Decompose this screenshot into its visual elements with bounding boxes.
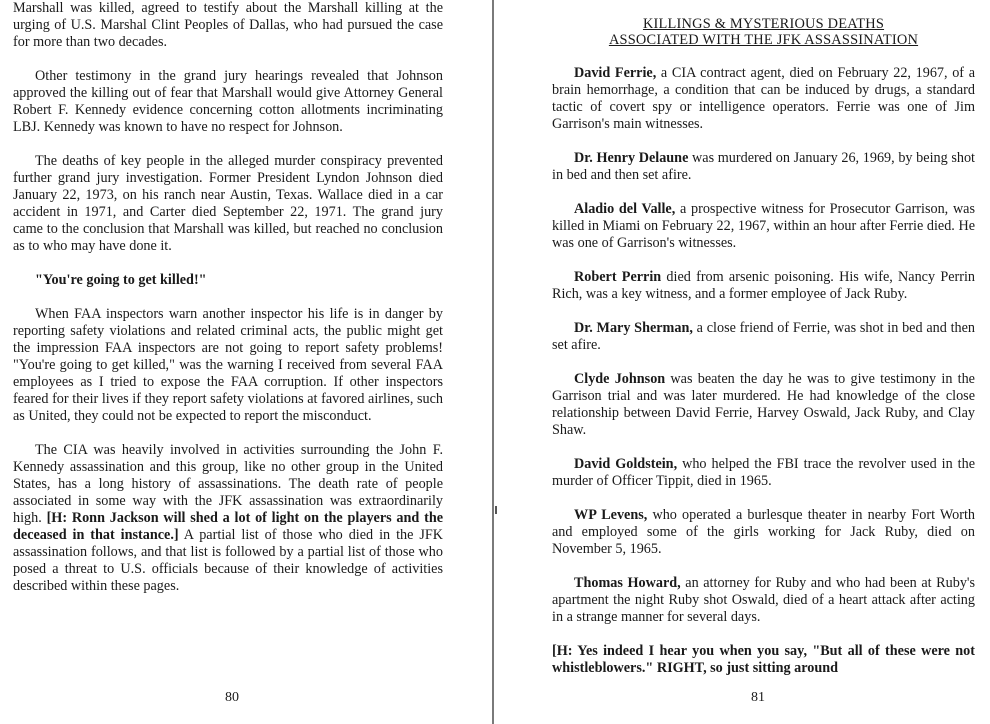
entry-robert-perrin [552,269,975,303]
page-number-left: 80 [225,690,239,705]
book-gutter [492,0,494,724]
entry-henry-delaune [552,150,975,184]
chapter-title-line-1: KILLINGS & MYSTERIOUS DEATHS [642,16,885,32]
entry-text: a close friend of Ferrie, was shot in bed and then set afire. [552,320,976,353]
paragraph-cia-involvement [13,442,443,595]
paragraph-other-testimony: Other testimony in the grand jury hearings revealed that Johnson approved the killing out of fear that Marshall would give Attorney General Robert F. Kennedy evidence concerning cotton allotments incriminating LBJ. Kennedy was known to have no respect for Johnson. [13,68,443,135]
chapter-title-line-2: ASSOCIATED WITH THE JFK ASSASSINATION [608,32,919,48]
entry-wp-levens [552,507,975,558]
paragraph-deaths-of-key-people: The deaths of key people in the alleged murder conspiracy prevented further grand jury investigation. Former President Lyndon Johnson died January 22, 1973, on his ranch near Austin, Texas. Wallace died in a car accident in 1971, and Carter died September 22, 1971. The grand jury came to the conclusion that Marshall was killed, but reached no conclusion as to who may have done it. [13,153,443,254]
entry-name: David Goldstein, [574,456,678,472]
page-number-right: 81 [751,690,765,705]
entry-david-goldstein [552,456,975,490]
entry-text: who helped the FBI trace the revolver used in the murder of Officer Tippit, died in 1965. [552,456,975,489]
entry-name: Aladio del Valle, [574,201,676,217]
entry-clyde-johnson [552,371,975,439]
entry-mary-sherman [552,320,975,354]
entry-text: a prospective witness for Prosecutor Garrison, was killed in Miami on February 22, 1967, within an hour after Ferrie died. He was one of Garrison's witnesses. [552,201,976,251]
entry-name: Robert Perrin [574,269,662,285]
entry-text: was murdered on January 26, 1969, by being shot in bed and then set afire. [552,150,976,183]
entry-name: Thomas Howard, [574,575,681,591]
entry-name: WP Levens, [574,507,648,523]
paragraph-faa-inspectors: When FAA inspectors warn another inspector his life is in danger by reporting safety violations and related criminal acts, the public might get the impression FAA inspectors are not going to report safety problems! "You're going to get killed," was the warning I received from several FAA employees as I tried to expose the FAA corruption. If other inspectors feared for their lives if they report safety violations at favored airlines, such as United, they could not be expected to report the misconduct. [13,306,443,424]
right-page-body [552,0,975,677]
entry-text: died from arsenic poisoning. His wife, Nancy Perrin Rich, was a key witness, and a former employee of Jack Ruby. [552,269,975,302]
left-page [0,0,492,724]
left-page-body [13,0,443,595]
entry-david-ferrie [552,65,975,133]
chapter-title [552,16,975,48]
section-subhead: "You're going to get killed!" [35,272,207,288]
entry-name: Dr. Henry Delaune [574,150,689,166]
entry-aladio-del-valle [552,201,975,252]
paragraph-marshall-testimony: Marshall was killed, agreed to testify about the Marshall killing at the urging of U.S. Marshal Clint Peoples of Dallas, who had pursued the case for more than two decades. [13,0,443,50]
paragraph-cia-part1: The CIA was heavily involved in activities surrounding the John F. Kennedy assassination and this group, like no other group in the United States, has a long history of assassinations. The death rate of people associated in some way with the JFK assassination was extraordinarily high. [13,442,443,526]
entry-thomas-howard [552,575,975,626]
paragraph-cia-part2: A partial list of those who died in the JFK assassination follows, and that list is followed by a partial list of those who posed a threat to U.S. officials because of their knowledge of activities described within these pages. [13,527,444,594]
h-note-inline: [H: Ronn Jackson will shed a lot of light on the players and the deceased in that instance.] [13,510,444,543]
entry-text: a CIA contract agent, died on February 22, 1967, of a brain hemorrhage, a condition that can be induced by drugs, a standard tactic of covert spy or intelligence operators. Ferrie was one of Jim Garrison's main witnesses. [552,65,975,132]
entry-name: Clyde Johnson [574,371,666,387]
right-page [497,0,990,724]
entry-name: Dr. Mary Sherman, [574,320,693,336]
entry-text: was beaten the day he was to give testimony in the Garrison trial and was later murdered. He had knowledge of the close relationship between David Ferrie, Harvey Oswald, Jack Ruby, and Clay Shaw. [552,371,975,438]
h-note-closing: [H: Yes indeed I hear you when you say, "But all of these were not whistleblowers." RIGHT, so just sitting around [552,643,975,676]
entry-text: an attorney for Ruby and who had been at Ruby's apartment the night Ruby shot Oswald, died of a heart attack after acting in a strange manner for several days. [552,575,976,625]
entry-name: David Ferrie, [574,65,657,81]
entry-text: who operated a burlesque theater in nearby Fort Worth and employed some of the girls working for Jack Ruby, died on November 5, 1965. [552,507,975,557]
